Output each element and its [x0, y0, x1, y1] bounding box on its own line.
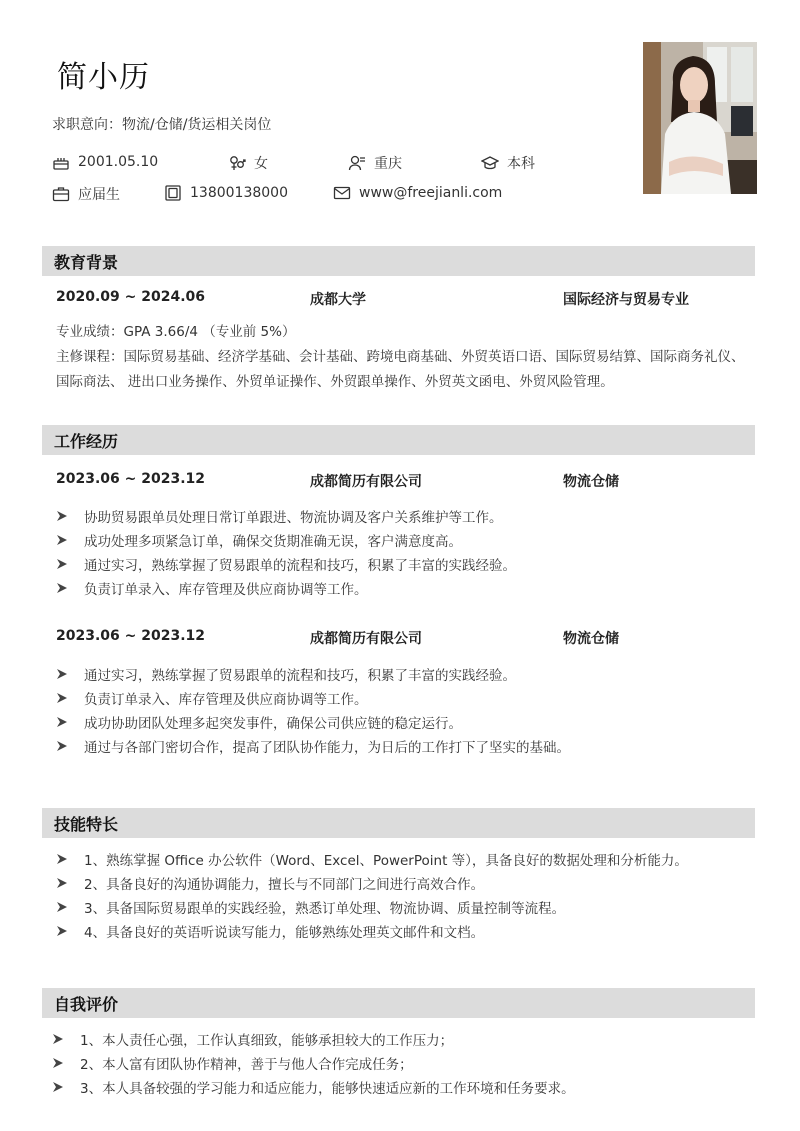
section-self-header: [42, 988, 755, 1018]
list-item: 负责订单录入、库存管理及供应商协调等工作。: [56, 688, 368, 708]
person-icon: [348, 154, 366, 172]
section-title: 工作经历: [54, 432, 119, 451]
arrow-bullet-icon: [52, 1057, 64, 1069]
job-role: 物流仓储: [563, 474, 619, 490]
job-company: 成都简历有限公司: [310, 631, 422, 647]
status: 应届生: [78, 187, 120, 203]
edu-gpa: 专业成绩：GPA 3.66/4 （专业前 5%）: [56, 324, 296, 340]
mail-icon: [333, 184, 351, 202]
gender-info: [228, 153, 268, 173]
degree-info: [481, 153, 535, 173]
list-item: 1、本人责任心强，工作认真细致，能够承担较大的工作压力；: [52, 1029, 453, 1049]
candidate-name: 简小历: [57, 60, 150, 95]
arrow-bullet-icon: [56, 510, 68, 522]
list-item: 2、具备良好的沟通协调能力，擅长与不同部门之间进行高效合作。: [56, 873, 484, 893]
job-period: 2023.06 ~ 2023.12: [56, 628, 206, 644]
city: 重庆: [374, 156, 402, 172]
briefcase-icon: [52, 185, 70, 203]
phone: 13800138000: [190, 185, 288, 201]
list-item: 成功处理多项紧急订单，确保交货期准确无误，客户满意度高。: [56, 530, 462, 550]
graduation-cap-icon: [481, 154, 499, 172]
birth-date: 2001.05.10: [78, 154, 159, 170]
edu-school: 成都大学: [310, 292, 366, 308]
edu-courses: 主修课程：国际贸易基础、经济学基础、会计基础、跨境电商基础、外贸英语口语、国际贸易结算、国际商务礼仪、国际商法、 进出口业务操作、外贸单证操作、外贸跟单操作、外贸英文函电、外贸风险管理。: [56, 349, 745, 390]
list-item: 1、熟练掌握 Office 办公软件（Word、Excel、PowerPoint 等），具备良好的数据处理和分析能力。: [56, 849, 688, 869]
email-info: [333, 184, 502, 202]
birth-info: [52, 153, 158, 171]
list-item: 4、具备良好的英语听说读写能力，能够熟练处理英文邮件和文档。: [56, 921, 484, 941]
arrow-bullet-icon: [56, 668, 68, 680]
arrow-bullet-icon: [56, 558, 68, 570]
arrow-bullet-icon: [56, 716, 68, 728]
section-title: 教育背景: [54, 253, 119, 272]
arrow-bullet-icon: [52, 1033, 64, 1045]
arrow-bullet-icon: [56, 925, 68, 937]
degree: 本科: [507, 156, 535, 172]
arrow-bullet-icon: [56, 582, 68, 594]
list-item: 负责订单录入、库存管理及供应商协调等工作。: [56, 578, 368, 598]
edu-period: 2020.09 ~ 2024.06: [56, 289, 206, 305]
job-role: 物流仓储: [563, 631, 619, 647]
city-info: [348, 153, 402, 173]
job-company: 成都简历有限公司: [310, 474, 422, 490]
cake-icon: [52, 153, 70, 171]
list-item: 通过与各部门密切合作，提高了团队协作能力，为日后的工作打下了坚实的基础。: [56, 736, 570, 756]
phone-icon: [164, 184, 182, 202]
arrow-bullet-icon: [56, 740, 68, 752]
gender-icon: [228, 154, 246, 172]
arrow-bullet-icon: [52, 1081, 64, 1093]
section-work-header: [42, 425, 755, 455]
arrow-bullet-icon: [56, 534, 68, 546]
gender: 女: [254, 156, 268, 172]
edu-major: 国际经济与贸易专业: [563, 292, 689, 308]
section-skills-header: [42, 808, 755, 838]
arrow-bullet-icon: [56, 692, 68, 704]
arrow-bullet-icon: [56, 901, 68, 913]
section-title: 技能特长: [54, 815, 119, 834]
list-item: 3、具备国际贸易跟单的实践经验，熟悉订单处理、物流协调、质量控制等流程。: [56, 897, 565, 917]
list-item: 3、本人具备较强的学习能力和适应能力，能够快速适应新的工作环境和任务要求。: [52, 1077, 575, 1097]
arrow-bullet-icon: [56, 853, 68, 865]
section-title: 自我评价: [54, 995, 119, 1014]
status-info: [52, 184, 120, 204]
list-item: 通过实习，熟练掌握了贸易跟单的流程和技巧，积累了丰富的实践经验。: [56, 664, 516, 684]
list-item: 2、本人富有团队协作精神，善于与他人合作完成任务；: [52, 1053, 413, 1073]
profile-photo: [643, 42, 757, 194]
job-intent: 求职意向：物流/仓储/货运相关岗位: [52, 117, 272, 133]
phone-info: [164, 184, 288, 202]
list-item: 成功协助团队处理多起突发事件，确保公司供应链的稳定运行。: [56, 712, 462, 732]
arrow-bullet-icon: [56, 877, 68, 889]
email: www@freejianli.com: [359, 185, 503, 201]
job-period: 2023.06 ~ 2023.12: [56, 471, 206, 487]
list-item: 协助贸易跟单员处理日常订单跟进、物流协调及客户关系维护等工作。: [56, 506, 503, 526]
section-education-header: [42, 246, 755, 276]
list-item: 通过实习，熟练掌握了贸易跟单的流程和技巧，积累了丰富的实践经验。: [56, 554, 516, 574]
